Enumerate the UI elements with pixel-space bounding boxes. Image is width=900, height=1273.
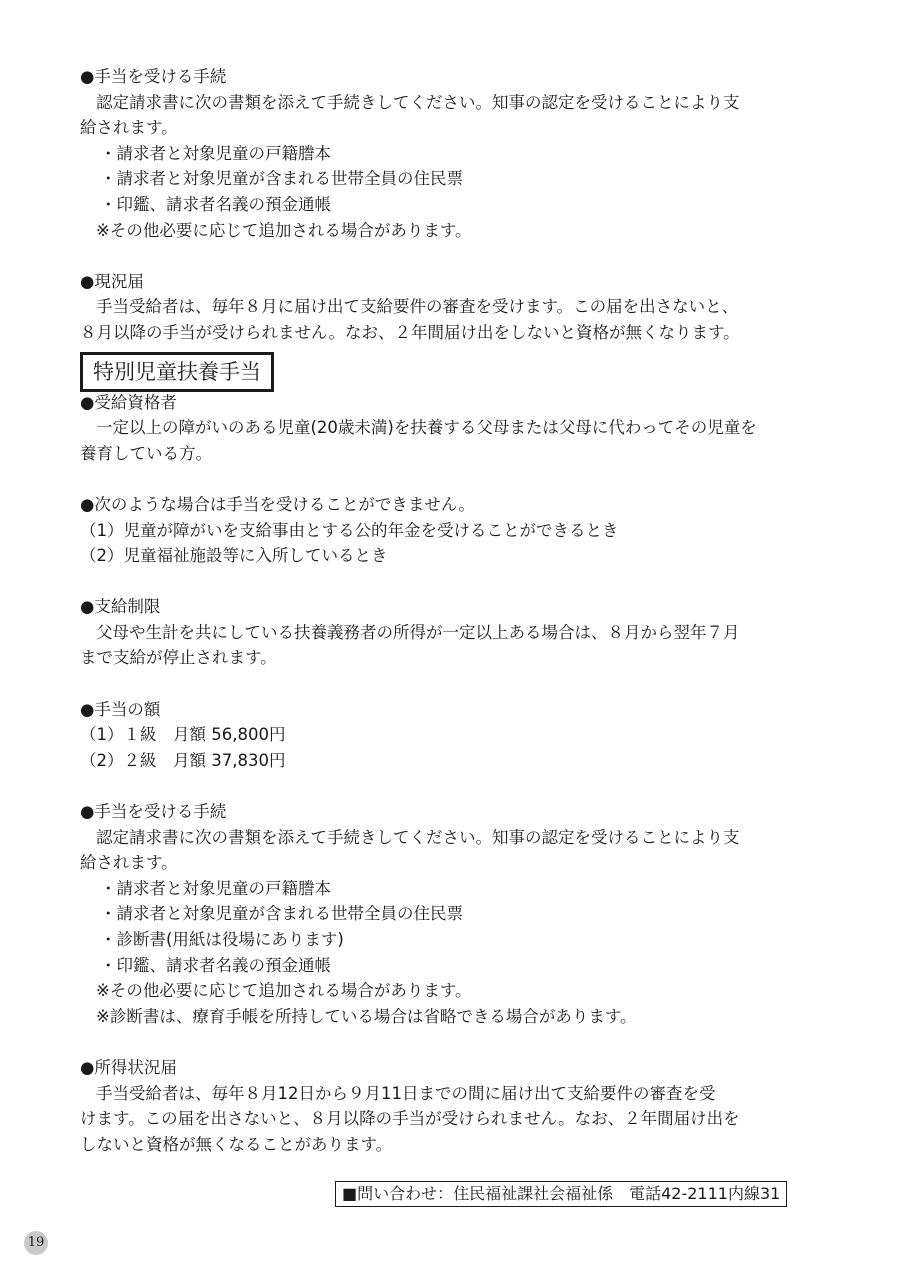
- paragraph-line: しないと資格が無くなることがあります。: [80, 1134, 393, 1154]
- list-item: （1）１級 月額 56,800円: [80, 725, 286, 745]
- section-heading-income-report: ●所得状況届: [80, 1057, 177, 1077]
- paragraph-line: 認定請求書に次の書類を添えて手続きしてください。知事の認定を受けることにより支: [96, 92, 740, 112]
- section-heading-status-report: ●現況届: [80, 271, 144, 291]
- list-item: ・診断書(用紙は役場にあります): [100, 930, 344, 949]
- paragraph-line: 手当受給者は、毎年８月12日から９月11日までの間に届け出て支給要件の審査を受: [96, 1083, 716, 1103]
- paragraph-line: 手当受給者は、毎年８月に届け出て支給要件の審査を受けます。この届を出さないと、: [96, 297, 739, 317]
- list-item: ・請求者と対象児童が含まれる世帯全員の住民票: [100, 169, 463, 189]
- list-item: ・印鑑、請求者名義の預金通帳: [100, 194, 331, 214]
- paragraph-line: 養育している方。: [80, 443, 212, 463]
- section-heading-limit: ●支給制限: [80, 597, 161, 617]
- section-title-box: 特別児童扶養手当: [80, 352, 274, 392]
- paragraph-line: 給されます。: [80, 853, 178, 873]
- note: ※診断書は、療育手帳を所持している場合は省略できる場合があります。: [96, 1006, 637, 1026]
- list-item: ・請求者と対象児童の戸籍謄本: [100, 878, 331, 898]
- document-body: [80, 64, 830, 1157]
- note: ※その他必要に応じて追加される場合があります。: [96, 981, 472, 1001]
- list-item: ・請求者と対象児童が含まれる世帯全員の住民票: [100, 904, 463, 924]
- section-heading-procedure: ●手当を受ける手続: [80, 67, 227, 86]
- note: ※その他必要に応じて追加される場合があります。: [96, 220, 472, 240]
- paragraph-line: まで支給が停止されます。: [80, 648, 277, 668]
- list-item: ・請求者と対象児童の戸籍謄本: [100, 143, 331, 163]
- list-item: （2）２級 月額 37,830円: [80, 750, 286, 770]
- contact-info-box: ■問い合わせ：住民福祉課社会福祉係 電話42-2111内線31: [335, 1181, 787, 1207]
- paragraph-line: けます。この届を出さないと、８月以降の手当が受けられません。なお、２年間届け出を: [80, 1109, 740, 1129]
- paragraph-line: 一定以上の障がいのある児童(20歳未満)を扶養する父母または父母に代わってその児童を: [96, 418, 757, 438]
- list-item: （2）児童福祉施設等に入所しているとき: [80, 546, 388, 566]
- paragraph-line: ８月以降の手当が受けられません。なお、２年間届け出をしないと資格が無くなります。: [80, 322, 740, 342]
- paragraph-line: 父母や生計を共にしている扶養義務者の所得が一定以上ある場合は、８月から翌年７月: [96, 622, 740, 642]
- paragraph-line: 認定請求書に次の書類を添えて手続きしてください。知事の認定を受けることにより支: [96, 827, 740, 847]
- list-item: （1）児童が障がいを支給事由とする公的年金を受けることができるとき: [80, 520, 619, 540]
- section-heading-procedure: ●手当を受ける手続: [80, 802, 227, 822]
- list-item: ・印鑑、請求者名義の預金通帳: [100, 955, 331, 975]
- section-heading-amount: ●手当の額: [80, 699, 161, 719]
- page-number: 19: [24, 1231, 48, 1255]
- section-heading-eligibility: ●受給資格者: [80, 392, 177, 412]
- paragraph-line: 給されます。: [80, 118, 178, 138]
- section-heading-ineligible: ●次のような場合は手当を受けることができません。: [80, 494, 475, 514]
